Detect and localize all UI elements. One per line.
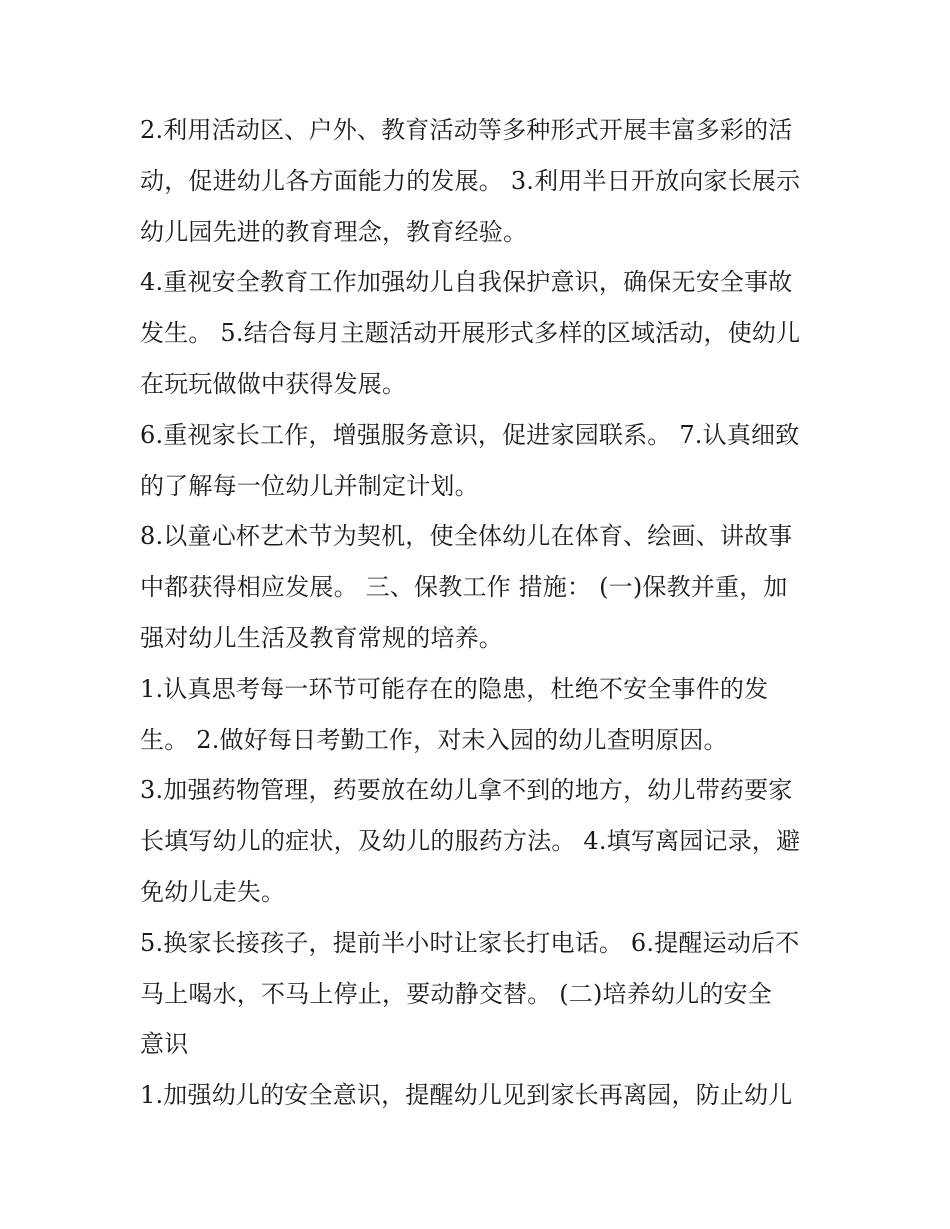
text-line: 8.以童心杯艺术节为契机，使全体幼儿在体育、绘画、讲故事 [140, 522, 793, 551]
text-line: 强对幼儿生活及教育常规的培养。 [140, 623, 503, 652]
text-line: 的了解每一位幼儿并制定计划。 [140, 471, 479, 500]
text-line: 动，促进幼儿各方面能力的发展。 3.利用半日开放向家长展示 [140, 166, 801, 195]
text-line: 4.重视安全教育工作加强幼儿自我保护意识，确保无安全事故 [140, 268, 793, 297]
paragraph [140, 410, 812, 512]
text-line: 幼儿园先进的教育理念，教育经验。 [140, 217, 528, 246]
paragraph [140, 257, 812, 409]
text-line: 5.换家长接孩子，提前半小时让家长打电话。 6.提醒运动后不 [140, 928, 800, 957]
paragraph [140, 918, 812, 1070]
text-line: 生。 2.做好每日考勤工作，对未入园的幼儿查明原因。 [140, 725, 728, 754]
text-line: 1.认真思考每一环节可能存在的隐患，杜绝不安全事件的发 [140, 674, 769, 703]
text-line: 发生。 5.结合每月主题活动开展形式多样的区域活动，使幼儿 [140, 319, 801, 348]
paragraph [140, 511, 812, 663]
paragraph [140, 664, 812, 766]
document-body [140, 105, 812, 1121]
text-line: 2.利用活动区、户外、教育活动等多种形式开展丰富多彩的活 [140, 116, 793, 144]
paragraph [140, 765, 812, 917]
text-line: 长填写幼儿的症状，及幼儿的服药方法。 4.填写离园记录，避 [140, 827, 801, 856]
text-line: 6.重视家长工作，增强服务意识，促进家园联系。 7.认真细致 [140, 420, 800, 449]
text-line: 马上喝水，不马上停止，要动静交替。 (二)培养幼儿的安全 [140, 979, 772, 1008]
text-line: 3.加强药物管理，药要放在幼儿拿不到的地方，幼儿带药要家 [140, 776, 793, 805]
paragraph [140, 1070, 812, 1121]
text-line: 意识 [140, 1030, 189, 1059]
text-line: 中都获得相应发展。 三、保教工作 措施： (一)保教并重，加 [140, 573, 788, 602]
text-line: 免幼儿走失。 [140, 877, 286, 906]
text-line: 在玩玩做做中获得发展。 [140, 369, 407, 398]
paragraph [140, 105, 812, 257]
text-line: 1.加强幼儿的安全意识，提醒幼儿见到家长再离园，防止幼儿 [140, 1081, 793, 1110]
